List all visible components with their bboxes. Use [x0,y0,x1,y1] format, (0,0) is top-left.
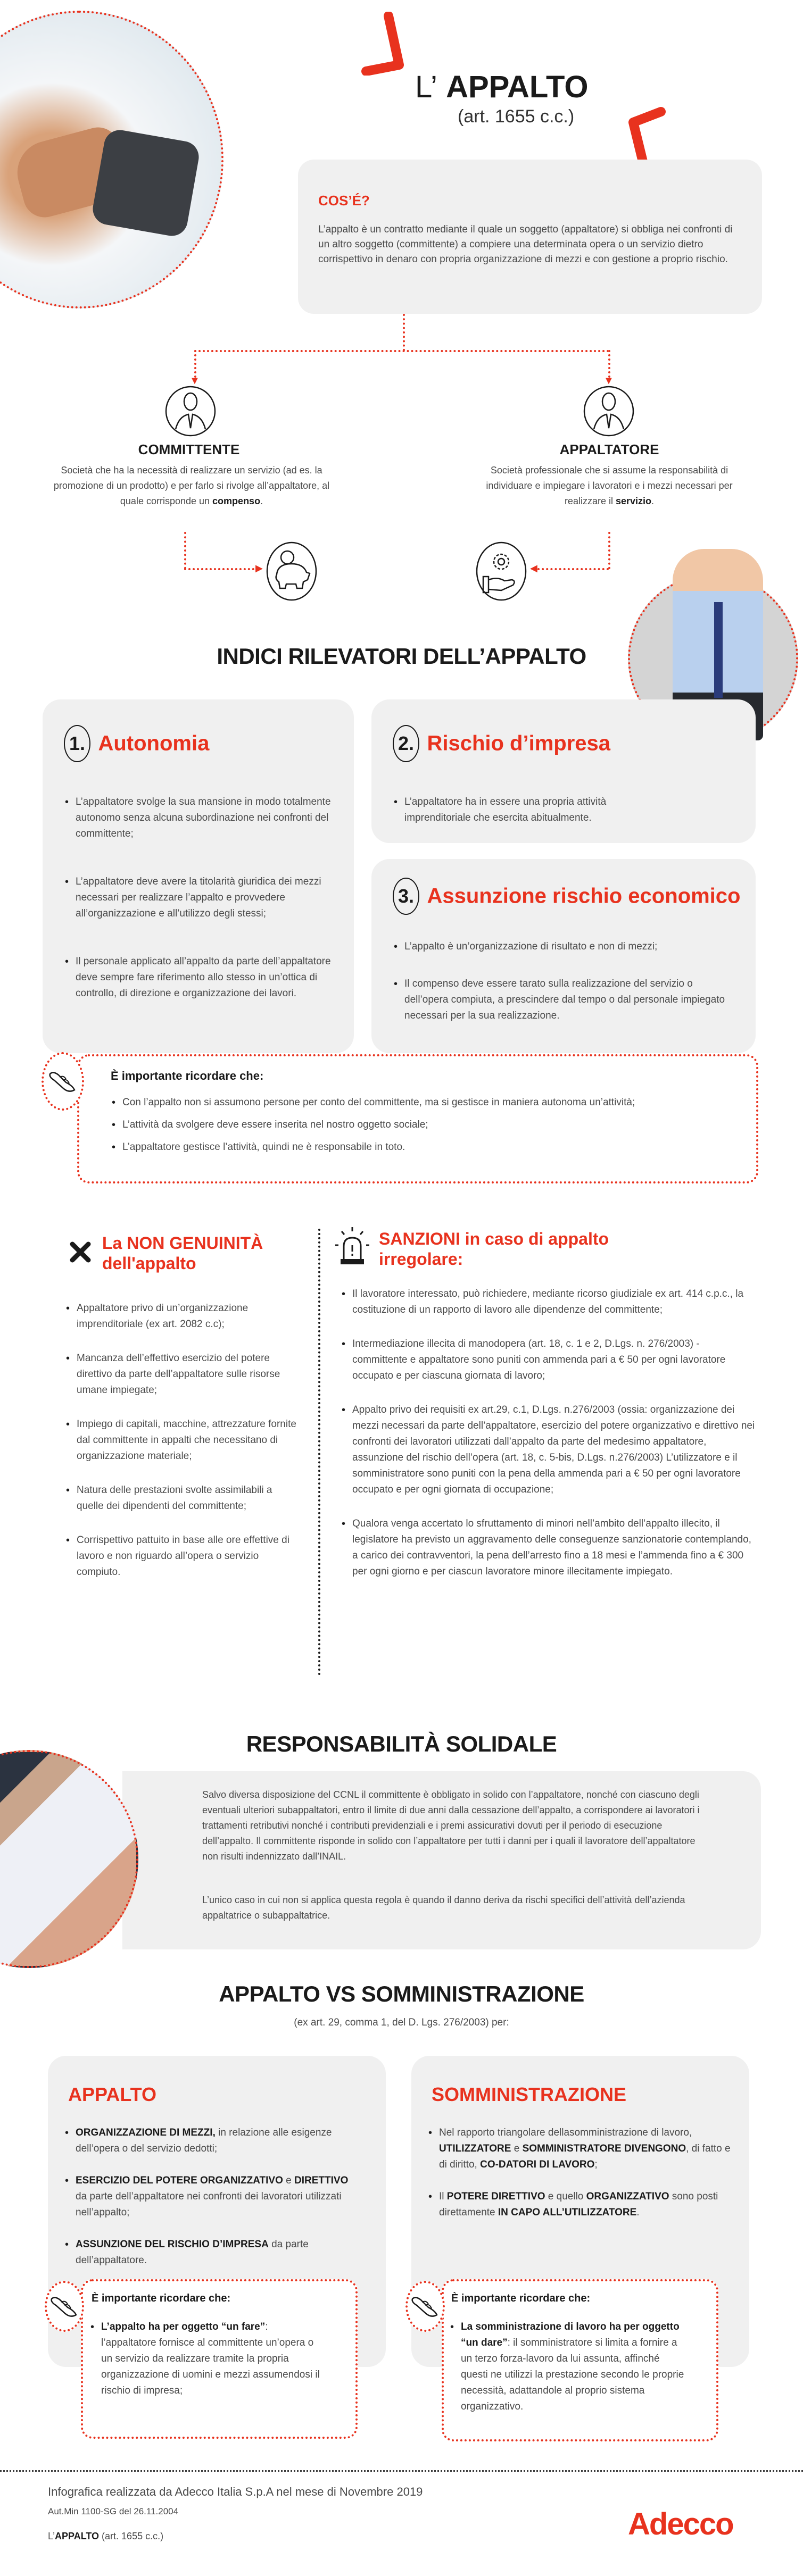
reminder-hand-icon-circle [45,2281,84,2332]
list-item: • L’appaltatore ha in essere una propria attività imprenditoriale che esercita abitualmente. [393,794,659,826]
indice-card-autonomia [43,699,354,1053]
list-item: • Natura delle prestazioni svolte assimilabili a quelle dei dipendenti del committente; [65,1482,299,1514]
arrow-left-icon: ◀ [530,563,537,573]
appalto-bullets [64,2125,362,2283]
arrow-down-icon: ▼ [189,375,200,387]
arrow-right-icon: ▶ [255,563,263,573]
appalto-reminder-bullets [89,2319,324,2414]
connector-line [537,568,609,570]
x-mark-icon [68,1240,93,1264]
responsabilita-paragraph-2: L’unico caso in cui non si applica questa regola è quando il danno deriva da rischi specifici dell’attività dell’azienda appaltatrice o subappaltatrice. [202,1895,685,1921]
appalto-heading: APPALTO [68,2083,157,2105]
connector-line [608,532,610,569]
footer-credit: Infografica realizzata da Adecco Italia S.p.A nel mese di Novembre 2019 [48,2485,423,2498]
connector-line [194,350,609,352]
indice-card-header [393,878,740,915]
indice-card-rischio-impresa [371,699,756,843]
responsabilita-paragraph-1: Salvo diversa disposizione del CCNL il committente è obbligato in solido con l’appaltatore, nonché con ciascuno degli eventuali ulteriori subappaltatori, entro il limite di due anni dalla cessazione dell’appalto, a corrispondere ai lavoratori i trattamenti retributivi nonché i contributi previdenziali e i premi assicurativi dovuti per il periodo di esecuzione dell’appalto. Il committente risponde in solido con l’appaltatore per tutti i danni per i quali il lavoratore dell’appaltatore non risulti indennizzato dall’INAIL. [202,1789,700,1862]
connector-line [184,532,186,569]
number-badge: 3. [393,878,419,915]
list-item: • Qualora venga accertato lo sfruttamento di minori nell’ambito dell’appalto illecito, il legislatore ha previsto un aggravamento delle conseguenze sanzionatorie contemplando, a carico dei contravventori, la pena dell’arresto fino a 18 mesi e l’ammenda fino a € 300 per ogni giorno e per ciascun lavoratore minore illecitamente impiegato. [341,1516,756,1580]
indice-card-title: Assunzione rischio economico [427,884,741,908]
number-badge: 1. [64,725,90,762]
reminder-hand-icon-circle [405,2281,445,2332]
vs-subtitle: (ex art. 29, comma 1, del D. Lgs. 276/2003) per: [294,2017,509,2028]
indice-bullets [64,794,341,1016]
pointing-hand-icon [48,1070,78,1093]
party-appaltatore-text: Società professionale che si assume la responsabilità di individuare e impiegare i lavoratori e i mezzi necessari per realizzare il servizio. [486,465,733,506]
footer-divider [0,2470,803,2472]
indice-card-title: Autonomia [98,731,210,755]
indice-bullets [393,794,659,841]
somministrazione-reminder-heading: È importante ricordare che: [451,2292,591,2304]
appalto-reminder-heading: È importante ricordare che: [92,2292,231,2304]
arrow-down-icon: ▼ [603,375,614,387]
connector-line [184,568,259,570]
list-item: • Appalto privo dei requisiti ex art.29, c.1, D.Lgs. n.276/2003 (ossia: organizzazione dei mezzi necessari da parte dell’appaltatore, esercizio del potere organizzativo e direttivo nei confronti dei lavoratori utilizzati dall’appalto da parte del medesimo appaltatore, assunzione del rischio dell’opera (art. 18, c. 5-bis, D.Lgs. n.276/2003) L’utilizzatore e il somministratore sono puniti con la pena della ammenda pari a € 50 per ogni lavoratore occupato e per ogni giornata di occupazione; [341,1402,756,1498]
list-item: • L’appaltatore deve avere la titolarità giuridica dei mezzi necessari per realizzare l’appalto e provvedere all’organizzazione e all’utilizzo degli stessi; [64,874,341,922]
title-main: APPALTO [446,70,589,104]
definition-heading: COS’É? [318,193,370,209]
adecco-logo[interactable]: Adecco [628,2507,733,2541]
list-item: • ASSUNZIONE DEL RISCHIO D’IMPRESA da parte dell’appaltatore. [64,2237,362,2269]
page-title [415,69,589,105]
handshake-photo [0,11,223,309]
list-item: • Il compenso deve essere tarato sulla realizzazione del servizio o dell’opera compiuta, a prescindere dal tempo o dal personale impiegato necessari per la sua realizzazione. [393,976,733,1024]
title-prefix: L’ [415,70,437,104]
list-item: • Il lavoratore interessato, può richiedere, mediante ricorso giudiziale ex art. 414 c.p.c., la costituzione di un rapporto di lavoro alle dipendenze del committente; [341,1286,756,1318]
list-item: • Appaltatore privo di un’organizzazione imprenditoriale (ex art. 2082 c.c); [65,1300,299,1332]
indice-card-title: Rischio d’impresa [427,731,611,755]
committente-person-icon [164,386,217,437]
non-genuinita-bullets [65,1300,299,1595]
list-item: • ORGANIZZAZIONE DI MEZZI, in relazione alle esigenze dell’opera o del servizio dedotti; [64,2125,362,2157]
column-divider [318,1229,320,1675]
reminder-hand-icon-circle [42,1052,84,1111]
somministrazione-bullets [427,2125,731,2236]
somministrazione-reminder-bullets [449,2319,689,2430]
list-item: • L’appalto ha per oggetto “un fare”: l’appaltatore fornisce al committente un’opera o un servizio da realizzare tramite la propria organizzazione di uomini e mezzi assumendosi il rischio di impresa; [89,2319,324,2399]
list-item: • L’appalto è un’organizzazione di risultato e non di mezzi; [393,939,733,955]
list-item: • Corrispettivo pattuito in base alle ore effettive di lavoro e non riguardo all’opera o servizio compiuto. [65,1532,299,1580]
indice-card-rischio-economico [371,859,756,1053]
alarm-siren-icon [334,1226,371,1265]
red-bracket-top-icon [355,12,414,76]
list-item: • Il personale applicato all’appalto da parte dell’appaltatore deve sempre fare riferimento allo stesso in un’ottica di controllo, di direzione e organizzazione dei lavori. [64,954,341,1002]
number-badge: 2. [393,725,419,762]
list-item: • La somministrazione di lavoro ha per oggetto “un dare”: il somministratore si limita a fornire a un terzo forza-lavoro da lui assunta, affinché questi ne utilizzi la prestazione secondo le proprie necessità, adattandole al proprio sistema organizzativo. [449,2319,689,2415]
list-item: • Con l’appalto non si assumono persone per conto del committente, ma si gestisce in maniera autonoma un’attività; [111,1095,723,1111]
indice-card-header [64,725,209,762]
sanzioni-title: SANZIONI in caso di appalto irregolare: [379,1229,609,1269]
somministrazione-heading: SOMMINISTRAZIONE [432,2083,626,2105]
connector-line [403,314,405,351]
list-item: • Mancanza dell’effettivo esercizio del potere direttivo da parte dell’appaltatore sulle risorse umane impiegate; [65,1350,299,1398]
sanzioni-bullets [341,1286,756,1595]
list-item: • Impiego di capitali, macchine, attrezzature fornite dal committente in appalti che necessitano di organizzazione materiale; [65,1416,299,1464]
reminder-heading: È importante ricordare che: [111,1069,264,1082]
indice-card-header [393,725,610,762]
pointing-hand-icon [410,2295,440,2318]
gear-hand-icon [475,541,528,601]
cheque-handover-photo [0,1750,138,1968]
appaltatore-person-icon [582,386,635,437]
indici-title: INDICI RILEVATORI DELL’APPALTO [217,644,586,669]
pointing-hand-icon [49,2295,79,2318]
party-committente-name: COMMITTENTE [138,441,240,457]
list-item: • Intermediazione illecita di manodopera (art. 18, c. 1 e 2, D.Lgs. n. 276/2003) - committente e appaltatore sono puniti con ammenda pari a € 50 per ogni lavoratore occupato e per ciascuna giornata di lavoro; [341,1336,756,1384]
footer-authorization: Aut.Min 1100-SG del 26.11.2004 [48,2506,179,2516]
vs-title: APPALTO VS SOMMINISTRAZIONE [219,1981,584,2006]
responsabilita-title: RESPONSABILITÀ SOLIDALE [246,1731,557,1756]
party-committente-text: Società che ha la necessità di realizzare un servizio (ad es. la promozione di un prodotto) e per farlo si rivolge all’appaltatore, al quale corrisponde un compenso. [53,465,330,506]
list-item: • Nel rapporto triangolare dellasomministrazione di lavoro, UTILIZZATORE e SOMMINISTRATORE DIVENGONO, di fatto e di diritto, CO-DATORI DI LAVORO; [427,2125,731,2173]
list-item: • L’attività da svolgere deve essere inserita nel nostro oggetto sociale; [111,1117,723,1133]
list-item: • L’appaltatore gestisce l’attività, quindi ne è responsabile in toto. [111,1139,723,1155]
list-item: • Il POTERE DIRETTIVO e quello ORGANIZZATIVO sono posti direttamente IN CAPO ALL’UTILIZZATORE. [427,2189,731,2221]
non-genuinita-title: La NON GENUINITÀ dell'appalto [102,1233,263,1273]
footer-mini-title: L’APPALTO (art. 1655 c.c.) [48,2531,164,2541]
piggy-bank-icon [265,541,318,601]
party-appaltatore-name: APPALTATORE [559,441,659,457]
page-subtitle: (art. 1655 c.c.) [458,106,575,127]
responsabilita-card [122,1771,761,1949]
list-item: • L’appaltatore svolge la sua mansione in modo totalmente autonomo senza alcuna subordinazione nei confronti del committente; [64,794,341,842]
reminder-bullets [111,1095,723,1170]
definition-card [298,160,762,314]
definition-text: L’appalto è un contratto mediante il quale un soggetto (appaltatore) si obbliga nei confronti di un altro soggetto (committente) a compiere una determinata opera o un servizio dietro corrispettivo in denaro con propria organizzazione di mezzi e con gestione a proprio rischio. [318,224,733,265]
list-item: • ESERCIZIO DEL POTERE ORGANIZZATIVO e DIRETTIVO da parte dell’appaltatore nei confronti dei lavoratori utilizzati nell’appalto; [64,2173,362,2221]
indice-bullets [393,939,733,1039]
